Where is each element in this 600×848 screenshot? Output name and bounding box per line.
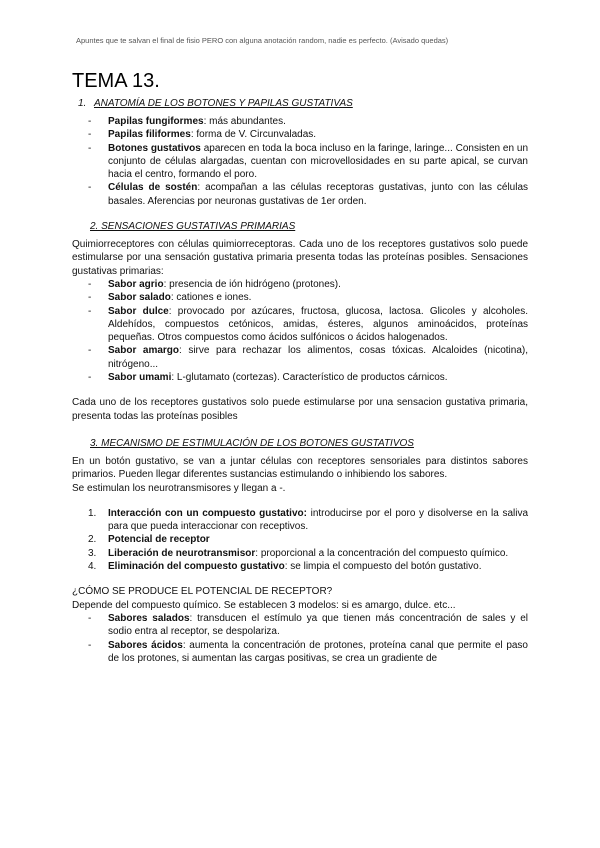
section-3-heading: 3. MECANISMO DE ESTIMULACIÓN DE LOS BOTONES GUSTATIVOS [90,437,414,449]
list-item: - Sabor umami: L-glutamato (cortezas). Característico de productos cárnicos. [88,372,448,384]
section-2-list [72,278,528,384]
list-item: - Sabor amargo: sirve para rechazar los alimentos, cosas tóxicas. Alcaloides (nicotina), nitrógeno... [88,345,529,370]
list-item-term: Papilas fungiformes [108,116,204,127]
list-item-text: : proporcional a la concentración del compuesto químico. [255,547,509,559]
list-item-term: Potencial de receptor [108,534,210,546]
list-item-text: : forma de V. Circunvaladas. [190,129,317,141]
section-3-intro: En un botón gustativo, se van a juntar células con receptores sensoriales para distintos sabores primarios. Pueden llegar diferentes sustancias estimulando o inhibiendo los sabores. [72,455,528,481]
section-3-steps [72,507,528,573]
list-item [88,560,528,573]
list-item-term: Células de sostén [108,182,198,194]
section-3-intro-2: Se estimulan los neurotransmisores y llegan a -. [72,482,286,494]
list-item-term: Sabor dulce [108,305,169,317]
step-number: 1. [88,507,97,519]
list-item-term: Sabores ácidos [108,639,183,651]
list-item: - Células de sostén: acompañan a las células receptoras gustativas, junto con las células basales. Aferencias por neuronas gustativas de 1er orden. [88,182,529,207]
section-4-intro: Depende del compuesto químico. Se establecen 3 modelos: si es amargo, dulce. etc... [72,599,456,611]
list-item-text: : provocado por azúcares, fructosa, glucosa, lactosa. Glicoles y alcoholes. Aldehídos, compuestos cetónicos, amidas, ésteres, algunos aminoácidos, proteínas pequeñas. Otros compuestos como ácidos sulfónicos o ácidos halogenados. [108,305,528,344]
list-item-term: Sabor umami [108,372,172,384]
step-number: 2. [88,534,97,546]
list-item-term: Interacción con un compuesto gustativo: [108,507,307,519]
step-number: 4. [88,561,97,573]
section-1-heading [72,97,528,110]
list-item: - Sabor salado: cationes e iones. [88,292,252,304]
list-item-text: : más abundantes. [203,116,286,127]
section-2-heading: 2. SENSACIONES GUSTATIVAS PRIMARIAS [90,221,296,233]
section-4-list [72,612,528,665]
list-item: - Sabor dulce: provocado por azúcares, fructosa, glucosa, lactosa. Glicoles y alcoholes. Aldehídos, compuestos cetónicos, amidas, ésteres, algunos aminoácidos, proteínas pequeñas. Otros compuestos como ácidos sulfónicos o ácidos halogenados. [88,305,528,344]
list-item-text: : acompañan a las células receptoras gustativas, junto con las células basales. Aferencias por neuronas gustativas de 1er orden. [108,182,529,207]
list-item [88,547,528,560]
list-item-text: : L-glutamato (cortezas). Característico de productos cárnicos. [171,372,448,384]
section-4-question: ¿CÓMO SE PRODUCE EL POTENCIAL DE RECEPTOR? [72,586,333,598]
list-item [88,507,528,534]
list-item: - Papilas fungiformes: más abundantes. [88,116,286,127]
list-item-text: : se limpia el compuesto del botón gustativo. [284,561,482,573]
list-item-text: : transducen el estímulo ya que tienen más concentración de sales y el sodio entra al receptor, se despolariza. [108,612,529,638]
list-item: - Sabores ácidos: aumenta la concentración de protones, proteína canal que permite el paso de los protones, si aumentan las cargas positivas, se crea un gradiente de [88,639,528,664]
list-item-text: introducirse por el poro y disolverse en la saliva para que pueda interaccionar con receptivos. [108,507,529,533]
section-1-number: 1. [78,98,87,109]
list-item-text: : presencia de ión hidrógeno (protones). [163,278,341,290]
list-item: - Botones gustativos aparecen en toda la boca incluso en la faringe, laringe... Consisten en un conjunto de células alargadas, cuentan con microvellosidades en su parte apical, se curvan hacia el centro, formando el poro. [88,142,528,181]
list-item-text: : cationes e iones. [170,292,252,304]
list-item-text: : sirve para rechazar los alimentos, cosas tóxicas. Alcaloides (nicotina), nitrógeno... [108,345,529,370]
list-item-text: : aumenta la concentración de protones, proteína canal que permite el paso de los protones, si aumentan las cargas positivas, se crea un gradiente de [108,639,528,664]
list-item-text: aparecen en toda la boca incluso en la faringe, laringe... Consisten en un conjunto de células alargadas, cuentan con microvellosidades en su parte apical, se curvan hacia el centro, formando el poro. [108,142,528,181]
list-item-term: Botones gustativos [108,142,201,154]
section-2-closing: Cada uno de los receptores gustativos solo puede estimularse por una sensacion gustativa primaria, presenta todas las proteínas posibles [72,397,528,422]
list-item-term: Liberación de neurotransmisor [108,547,256,559]
document-content [72,70,528,665]
list-item-term: Sabor agrio [108,278,164,290]
list-item-term: Sabor amargo [108,345,180,357]
list-item [88,533,528,546]
section-2-intro: Quimiorreceptores con células quimiorreceptoras. Cada uno de los receptores gustativos solo puede estimularse por una sensación gustativa primaria presenta todas las proteínas posibles. Sensaciones gustativas primarias: [72,239,528,277]
list-item-term: Papilas filiformes [108,129,191,141]
page-title: TEMA 13. [72,70,160,92]
list-item-term: Sabor salado [108,292,171,304]
list-item-term: Sabores salados [108,612,190,624]
list-item: - Papilas filiformes: forma de V. Circunvaladas. [88,129,317,141]
list-item: - Sabores salados: transducen el estímulo ya que tienen más concentración de sales y el sodio entra al receptor, se despolariza. [88,612,529,638]
header-note: Apuntes que te salvan el final de fisio PERO con alguna anotación random, nadie es perfecto. (Avisado quedas) [76,36,449,45]
section-1-list [72,115,528,208]
step-number: 3. [88,547,97,559]
section-1-heading-text: ANATOMÍA DE LOS BOTONES Y PAPILAS GUSTATIVAS [94,98,353,109]
list-item-term: Eliminación del compuesto gustativo [108,561,285,573]
list-item: - Sabor agrio: presencia de ión hidrógeno (protones). [88,278,341,290]
